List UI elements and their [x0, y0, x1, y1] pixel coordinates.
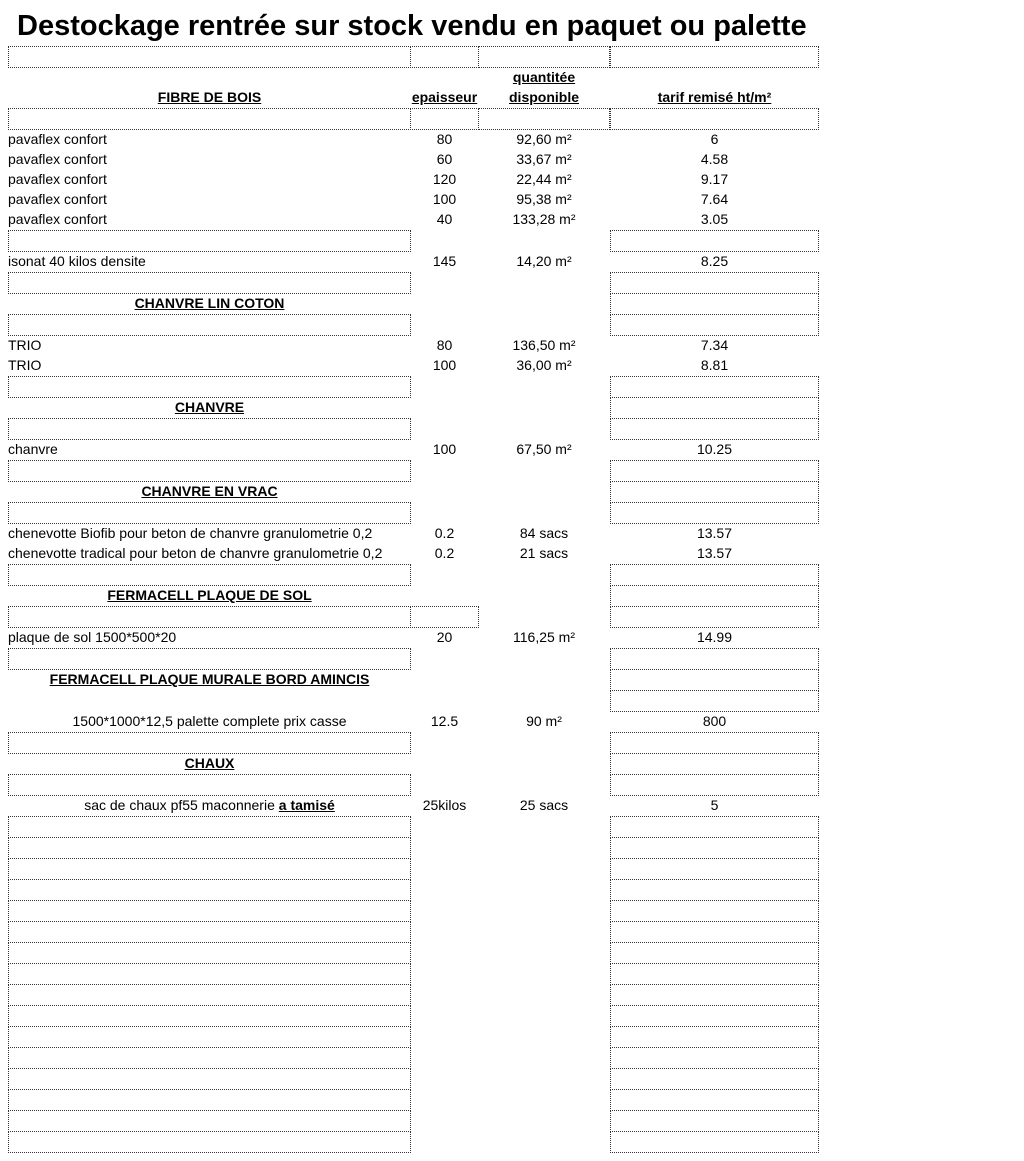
empty-cell	[610, 648, 819, 670]
empty-cell	[8, 1068, 411, 1090]
quantity: 95,38 m²	[516, 191, 572, 207]
empty-cell	[610, 858, 819, 880]
thickness-header: epaisseur	[411, 89, 478, 105]
empty-cell	[8, 774, 411, 796]
empty-cell	[8, 963, 411, 985]
empty-cell	[610, 921, 819, 943]
empty-cell	[610, 1110, 819, 1132]
quantity: 14,20 m²	[516, 253, 572, 269]
empty-cell	[610, 397, 819, 419]
product-name-plain: sac de chaux pf55 maconnerie	[84, 797, 279, 813]
empty-cell	[8, 230, 411, 252]
section-title: CHANVRE EN VRAC	[141, 483, 278, 499]
quantity: 36,00 m²	[516, 357, 572, 373]
section-title: CHANVRE	[174, 399, 245, 415]
product-name: isonat 40 kilos densite	[8, 253, 146, 269]
empty-cell	[8, 606, 411, 628]
empty-cell	[610, 293, 819, 315]
empty-cell	[8, 942, 411, 964]
section-title: CHAUX	[184, 755, 235, 771]
empty-cell	[610, 837, 819, 859]
thickness: 80	[436, 337, 453, 353]
empty-cell	[610, 774, 819, 796]
product-name: plaque de sol 1500*500*20	[8, 629, 177, 645]
empty-cell	[8, 816, 411, 838]
empty-cell	[610, 900, 819, 922]
thickness: 20	[436, 629, 453, 645]
empty-cell	[610, 108, 819, 130]
empty-cell	[610, 46, 819, 68]
empty-cell	[610, 1089, 819, 1111]
empty-cell	[610, 879, 819, 901]
empty-cell	[610, 585, 819, 607]
product-name: pavaflex confort	[8, 151, 107, 167]
empty-cell	[8, 272, 411, 294]
empty-cell	[8, 460, 411, 482]
quantity: 116,25 m²	[513, 629, 575, 645]
price: 5	[710, 797, 719, 813]
quantity-header-line2: disponible	[509, 89, 579, 105]
price: 6	[710, 131, 719, 147]
thickness: 0.2	[434, 525, 455, 541]
product-name: 1500*1000*12,5 palette complete prix casse	[72, 713, 347, 729]
empty-cell	[8, 1089, 411, 1111]
page-title: Destockage rentrée sur stock vendu en paquet ou palette	[17, 10, 807, 42]
section-title: FERMACELL PLAQUE MURALE BORD AMINCIS	[49, 671, 370, 687]
price: 3.05	[700, 211, 729, 227]
price: 800	[702, 713, 727, 729]
empty-cell	[478, 46, 610, 68]
empty-cell	[610, 984, 819, 1006]
empty-cell	[8, 46, 411, 68]
empty-cell	[610, 314, 819, 336]
price: 7.64	[700, 191, 729, 207]
empty-cell	[8, 837, 411, 859]
empty-cell	[8, 921, 411, 943]
product-name: pavaflex confort	[8, 191, 107, 207]
empty-cell	[410, 108, 479, 130]
price: 4.58	[700, 151, 729, 167]
thickness: 60	[436, 151, 453, 167]
price: 13.57	[696, 525, 733, 541]
empty-cell	[8, 418, 411, 440]
product-name: pavaflex confort	[8, 171, 107, 187]
empty-cell	[8, 732, 411, 754]
product-name: chanvre	[8, 441, 58, 457]
empty-cell	[8, 648, 411, 670]
thickness: 100	[432, 441, 457, 457]
quantity: 92,60 m²	[516, 131, 572, 147]
product-name-bold: a tamisé	[278, 797, 335, 813]
thickness: 0.2	[434, 545, 455, 561]
product-name	[8, 795, 411, 816]
empty-cell	[610, 690, 819, 712]
price: 14.99	[696, 629, 733, 645]
empty-cell	[610, 272, 819, 294]
empty-cell	[410, 606, 479, 628]
empty-cell	[610, 1131, 819, 1153]
empty-cell	[610, 376, 819, 398]
product-name: chenevotte Biofib pour beton de chanvre granulometrie 0,2	[8, 525, 373, 541]
product-name: TRIO	[8, 337, 42, 353]
empty-cell	[8, 984, 411, 1006]
quantity: 33,67 m²	[516, 151, 572, 167]
price: 7.34	[700, 337, 729, 353]
empty-cell	[610, 1047, 819, 1069]
thickness: 100	[432, 191, 457, 207]
thickness: 145	[432, 253, 457, 269]
quantity: 133,28 m²	[512, 211, 576, 227]
section-title: FERMACELL PLAQUE DE SOL	[107, 587, 312, 603]
price: 8.25	[700, 253, 729, 269]
price-header: tarif remisé ht/m²	[657, 89, 772, 105]
empty-cell	[8, 858, 411, 880]
thickness: 12.5	[430, 713, 459, 729]
empty-cell	[610, 418, 819, 440]
empty-cell	[478, 108, 610, 130]
section-title: CHANVRE LIN COTON	[134, 295, 285, 311]
thickness: 120	[432, 171, 457, 187]
thickness: 40	[436, 211, 453, 227]
empty-cell	[8, 502, 411, 524]
empty-cell	[8, 900, 411, 922]
thickness: 100	[432, 357, 457, 373]
empty-cell	[610, 732, 819, 754]
empty-cell	[610, 963, 819, 985]
product-header: FIBRE DE BOIS	[157, 89, 262, 105]
quantity-header-line1: quantitée	[512, 69, 576, 85]
empty-cell	[8, 1005, 411, 1027]
empty-cell	[610, 460, 819, 482]
empty-cell	[610, 1068, 819, 1090]
product-name: TRIO	[8, 357, 42, 373]
empty-cell	[8, 879, 411, 901]
empty-cell	[8, 376, 411, 398]
price: 13.57	[696, 545, 733, 561]
thickness: 25kilos	[422, 797, 467, 813]
empty-cell	[610, 502, 819, 524]
price: 8.81	[700, 357, 729, 373]
empty-cell	[8, 1047, 411, 1069]
product-name: pavaflex confort	[8, 211, 107, 227]
quantity: 136,50 m²	[512, 337, 576, 353]
empty-cell	[610, 1026, 819, 1048]
price: 9.17	[700, 171, 729, 187]
empty-cell	[610, 1005, 819, 1027]
empty-cell	[610, 816, 819, 838]
empty-cell	[610, 230, 819, 252]
quantity: 25 sacs	[519, 797, 569, 813]
quantity: 90 m²	[526, 713, 562, 729]
empty-cell	[610, 481, 819, 503]
empty-cell	[610, 606, 819, 628]
empty-cell	[610, 753, 819, 775]
quantity: 84 sacs	[519, 525, 569, 541]
empty-cell	[8, 1026, 411, 1048]
empty-cell	[410, 46, 479, 68]
empty-cell	[610, 564, 819, 586]
empty-cell	[8, 1110, 411, 1132]
empty-cell	[8, 1131, 411, 1153]
quantity: 22,44 m²	[516, 171, 572, 187]
empty-cell	[8, 564, 411, 586]
empty-cell	[610, 669, 819, 691]
empty-cell	[8, 108, 411, 130]
empty-cell	[8, 314, 411, 336]
quantity: 21 sacs	[519, 545, 569, 561]
product-name: chenevotte tradical pour beton de chanvre granulometrie 0,2	[8, 545, 383, 561]
thickness: 80	[436, 131, 453, 147]
quantity: 67,50 m²	[516, 441, 572, 457]
price: 10.25	[696, 441, 733, 457]
empty-cell	[610, 942, 819, 964]
product-name: pavaflex confort	[8, 131, 107, 147]
